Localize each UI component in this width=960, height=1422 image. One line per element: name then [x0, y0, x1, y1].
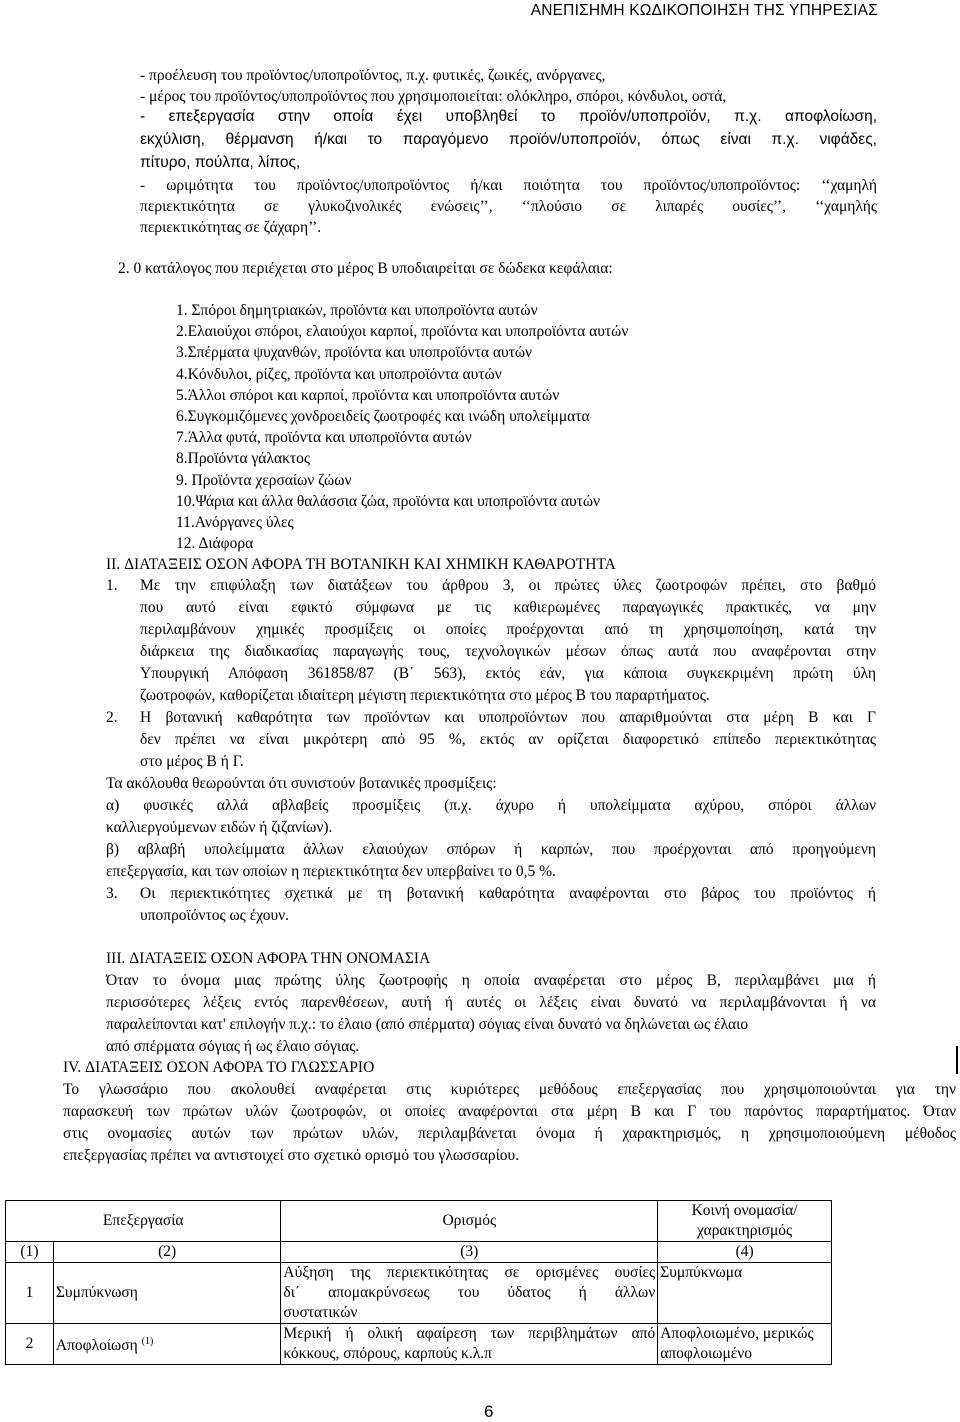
botanical-item-b: β) αβλαβή υπολείμματα άλλων ελαιούχων σπόρων ή καρπών, που προέρχονται από προηγούμενη — [106, 841, 876, 858]
intro-line-part: - μέρος του προϊόντος/υποπροϊόντος που χρησιμοποιείται: ολόκληρο, σπόροι, κόνδυλοι, οστά, — [140, 88, 727, 105]
section-3-heading: III. ΔΙΑΤΑΞΕΙΣ ΟΣΟΝ ΑΦΟΡΑ ΤΗΝ ΟΝΟΜΑΣΙΑ — [106, 950, 431, 967]
intro-line-bran: πίτυρο, πούλπα, λίπος, — [140, 154, 301, 171]
column-number: (2) — [53, 1242, 281, 1263]
chapter-item: 12. Διάφορα — [176, 535, 254, 552]
intro-line-origin: - προέλευση του προϊόντος/υποπροϊόντος, π.χ. φυτικές, ζωικές, ανόργανες, — [140, 67, 606, 84]
intro-line-extraction: εκχύλιση, θέρμανση ή/και το παραγόμενο προϊόν/υποπροϊόν, όπως είναι π.χ. νιφάδες, — [140, 131, 877, 148]
chapter-item: 1. Σπόροι δημητριακών, προϊόντα και υποπροϊόντα αυτών — [176, 302, 538, 319]
table-row — [6, 1263, 832, 1324]
para-1-line: Με την επιφύλαξη των διατάξεων του άρθρου 3, οι πρώτες ύλες ζωοτροφών πρέπει, στο βαθμό — [140, 577, 876, 594]
section-3-line: παραλείπονται κατ' επιλογήν π.χ.: το έλαιο (από σπέρματα) σόγιας είναι δυνατό να δηλώνεται ως έλαιο — [106, 1016, 749, 1033]
chapter-item: 5.Άλλοι σπόροι και καρποί, προϊόντα και υποπροϊόντα αυτών — [176, 387, 560, 404]
process-name: Αποφλοίωση — [55, 1337, 138, 1355]
intro-line-processing: - επεξεργασία στην οποία έχει υποβληθεί το προϊόν/υποπροϊόν, π.χ. αποφλοίωση, — [140, 108, 877, 125]
chapter-item: 3.Σπέρματα ψυχανθών, προϊόντα και υποπροϊόντα αυτών — [176, 344, 533, 361]
column-number: (3) — [281, 1242, 658, 1263]
paragraph-number: 3. — [106, 885, 118, 902]
chapter-item: 10.Ψάρια και άλλα θαλάσσια ζώα, προϊόντα και υποπροϊόντα αυτών — [176, 493, 601, 510]
chapter-item: 8.Προϊόντα γάλακτος — [176, 450, 310, 467]
common-name-line: Συμπύκνωμα — [660, 1264, 743, 1281]
row-number: 2 — [6, 1324, 54, 1365]
botanical-item-a-last: καλλιεργούμενων ειδών ή ζιζανίων). — [106, 819, 333, 836]
table-row — [6, 1324, 832, 1365]
chapter-item: 2.Ελαιούχοι σπόροι, ελαιούχοι καρποί, προϊόντα και υποπροϊόντα αυτών — [176, 323, 629, 340]
common-name-cell — [658, 1324, 832, 1365]
margin-mark — [956, 1046, 958, 1074]
section-3-line: Όταν το όνομα μιας πρώτης ύλης ζωοτροφής η οποία αναφέρεται στο μέρος Β, περιλαμβάνει μια ή — [106, 972, 876, 989]
section-4-heading: IV. ΔΙΑΤΑΞΕΙΣ ΟΣΟΝ ΑΦΟΡΑ ΤΟ ΓΛΩΣΣΑΡΙΟ — [63, 1059, 375, 1076]
intro-line-sugar: περιεκτικότητας σε ζάχαρη’’. — [140, 219, 322, 236]
section-3-last-line: από σπέρματα σόγιας ή ως έλαιο σόγιας. — [106, 1038, 360, 1055]
para-1-last-line: ζωοτροφών, καθορίζεται ιδιαίτερη μέγιστη περιεκτικότητα στο μέρος Β του παραρτήματος. — [140, 687, 710, 704]
definition-line: δι΄ απομακρύνσεως του ύδατος ή άλλων — [283, 1284, 656, 1301]
paragraph-number: 1. — [106, 577, 118, 594]
row-number: 1 — [6, 1263, 54, 1324]
running-header: ΑΝΕΠΙΣΗΜΗ ΚΩΔΙΚΟΠΟΙΗΣΗ ΤΗΣ ΥΠΗΡΕΣΙΑΣ — [530, 2, 878, 19]
header-process: Επεξεργασία — [6, 1201, 281, 1242]
chapter-item: 4.Κόνδυλοι, ρίζες, προϊόντα και υποπροϊόντα αυτών — [176, 366, 502, 383]
intro-line-glucosinolate: περιεκτικότητα σε γλυκοζινολικές ενώσεις’’, ‘‘πλούσιο σε λιπαρές ουσίες’’, ‘‘χαμηλής — [140, 198, 877, 215]
para-3-last-line: υποπροϊόντος ως έχουν. — [140, 907, 290, 924]
intro-line-maturity: - ωριμότητα του προϊόντος/υποπροϊόντος ή/και ποιότητα του προϊόντος/υποπροϊόντος: ‘‘χαμηλή — [140, 177, 877, 194]
header-definition: Ορισμός — [281, 1201, 658, 1242]
para-2-last-line: στο μέρος Β ή Γ. — [140, 753, 244, 770]
botanical-intro: Τα ακόλουθα θεωρούνται ότι συνιστούν βοτανικές προσμίξεις: — [106, 775, 497, 792]
para-2-line: δεν πρέπει να είναι μικρότερη από 95 %, εκτός αν ορίζεται διαφορετικό επίπεδο περιεκτικότητας — [140, 731, 876, 748]
chapter-item: 6.Συγκομιζόμενες χονδροειδείς ζωοτροφές και ινώδη υπολείμματα — [176, 408, 590, 425]
section-4-line: Το γλωσσάριο που ακολουθεί αναφέρεται στις κυριότερες μεθόδους επεξεργασίας που χρησιμοποιούνται για την — [63, 1081, 956, 1098]
page-number: 6 — [484, 1402, 494, 1421]
definition-line: Μερική ή ολική αφαίρεση των περιβλημάτων από — [283, 1325, 656, 1342]
para-1-line: περιλαμβάνουν χημικές προσμίξεις οι οποίες προέρχονται από τη χρησιμοποίηση, κατά την — [140, 621, 876, 638]
header-common-name: Κοινή ονομασία/χαρακτηρισμός — [658, 1201, 832, 1242]
chapter-item: 9. Προϊόντα χερσαίων ζώων — [176, 472, 352, 489]
chapter-item: 7.Άλλα φυτά, προϊόντα και υποπροϊόντα αυτών — [176, 429, 472, 446]
definition-cell — [281, 1263, 658, 1324]
column-number: (1) — [6, 1242, 54, 1263]
footnote-marker: (1) — [141, 1335, 154, 1347]
chapter-item: 11.Ανόργανες ύλες — [176, 514, 294, 531]
section-3-line: περισσότερες λέξεις εντός παρενθέσεων, αυτή ή αυτές οι λέξεις είναι δυνατό να περιλαμβάνονται ή να — [106, 994, 876, 1011]
section-2-heading: II. ΔΙΑΤΑΞΕΙΣ ΟΣΟΝ ΑΦΟΡΑ ΤΗ ΒΟΤΑΝΙΚΗ ΚΑΙ ΧΗΜΙΚΗ ΚΑΘΑΡΟΤΗΤΑ — [106, 556, 616, 573]
section-4-line: στις ονομασίες αυτών των πρώτων υλών, περιλαμβάνεται όνομα ή χαρακτηρισμός, η χρησιμοποιούμενη μέθοδος — [63, 1125, 956, 1142]
definition-line: συστατικών — [283, 1304, 358, 1321]
para-1-line: Υπουργική Απόφαση 361858/87 (Β΄ 563), εκτός εάν, για κάποια συγκεκριμένη πρώτη ύλη — [140, 665, 876, 682]
botanical-item-b-last: επεξεργασία, και των οποίων η περιεκτικότητα δεν υπερβαίνει το 0,5 %. — [106, 863, 556, 880]
para-1-line: διάρκεια της διαδικασίας παραγωγής τους, τεχνολογικών μέσων όπως αυτά που αναφέρονται στην — [140, 643, 876, 660]
glossary-table — [5, 1200, 832, 1365]
definition-line: κόκκους, σπόρους, καρπούς κ.λ.π — [283, 1345, 492, 1362]
process-name-cell — [53, 1324, 281, 1365]
catalog-heading: 2. 0 κατάλογος που περιέχεται στο μέρος Β υποδιαιρείται σε δώδεκα κεφάλαια: — [118, 260, 613, 277]
column-number: (4) — [658, 1242, 832, 1263]
table-column-numbers-row — [6, 1242, 832, 1263]
paragraph-number: 2. — [106, 709, 118, 726]
common-name-cell — [658, 1263, 832, 1324]
para-2-line: Η βοτανική καθαρότητα των προϊόντων και υποπροϊόντων που απαριθμούνται στα μέρη Β και Γ — [140, 709, 876, 726]
definition-cell — [281, 1324, 658, 1365]
section-4-line: παρασκευή των πρώτων υλών ζωοτροφών, οι οποίες αναφέρονται στα μέρη Β και Γ του παρόντος παραρτήματος. Όταν — [63, 1103, 956, 1120]
common-name-line: Αποφλοιωμένο, μερικώς — [660, 1325, 814, 1342]
process-name: Συμπύκνωση — [53, 1263, 281, 1324]
botanical-item-a: α) φυσικές αλλά αβλαβείς προσμίξεις (π.χ. άχυρο ή υπολείμματα αχύρου, σπόροι άλλων — [106, 797, 876, 814]
section-4-last-line: επεξεργασίας πρέπει να αντιστοιχεί στο σχετικό ορισμό του γλωσσαρίου. — [63, 1147, 520, 1164]
definition-line: Αύξηση της περιεκτικότητας σε ορισμένες ουσίες — [283, 1264, 656, 1281]
para-3-line: Οι περιεκτικότητες σχετικά με τη βοτανική καθαρότητα αναφέρονται στο βάρος του προϊόντος ή — [140, 885, 876, 902]
common-name-line: αποφλοιωμένο — [660, 1345, 753, 1362]
para-1-line: που αυτό είναι εφικτό σύμφωνα με τις καθιερωμένες παραγωγικές πρακτικές, να μην — [140, 599, 876, 616]
table-header-row — [6, 1201, 832, 1242]
